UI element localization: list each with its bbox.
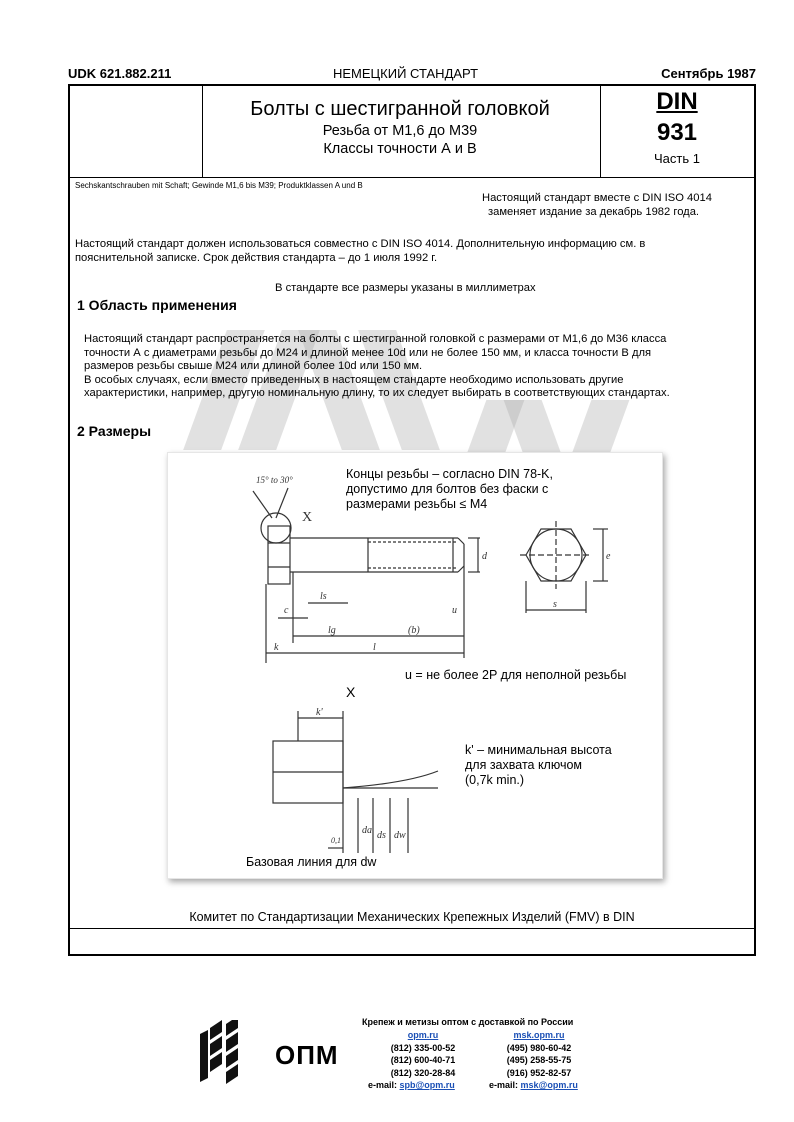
detail-x-label: X <box>302 510 313 525</box>
dim-k-prime: k' <box>316 707 323 718</box>
german-title: Sechskantschrauben mit Schaft; Gewinde M1,6 bis M39; Produktklassen A und B <box>75 181 363 190</box>
dim-ls: ls <box>320 591 327 602</box>
ad-right-phone: (916) 952-82-57 <box>506 1067 572 1078</box>
ad-left-phone: (812) 335-00-52 <box>390 1042 456 1053</box>
dim-s: s <box>553 599 557 610</box>
title-thread-range: Резьба от М1,6 до М39 <box>322 123 478 139</box>
ad-right-contacts <box>494 1029 584 1079</box>
dim-l: l <box>373 642 376 653</box>
din-number: 931 <box>656 119 698 146</box>
section1-heading: 1 Область применения <box>77 297 237 313</box>
ad-left-phone: (812) 600-40-71 <box>390 1055 456 1065</box>
dim-c: c <box>284 605 289 616</box>
dim-k: k <box>274 642 279 653</box>
dim-u: u <box>452 605 457 616</box>
ad-left-email-label: e-mail: <box>368 1080 398 1090</box>
dim-e: e <box>606 551 611 562</box>
din-label: DIN <box>656 88 698 115</box>
k-note-line: для захвата ключом <box>465 758 583 772</box>
udk-code: UDK 621.882.211 <box>68 66 172 81</box>
dim-dw: dw <box>394 830 406 841</box>
dim-lg: lg <box>328 625 336 636</box>
replacement-note-line1: Настоящий стандарт вместе с DIN ISO 4014 <box>482 192 712 204</box>
dim-b: (b) <box>408 625 420 636</box>
ad-right-phone: (495) 980-60-42 <box>506 1042 572 1053</box>
ad-left-site[interactable]: opm.ru <box>407 1030 439 1040</box>
k-note-line: (0,7k min.) <box>465 773 525 787</box>
ad-tagline: Крепеж и метизы оптом с доставкой по России <box>362 1017 574 1027</box>
ad-left-email-row <box>368 1079 455 1092</box>
bolt-dimension-figure <box>167 452 663 879</box>
detail-x-title: X <box>346 684 356 700</box>
thread-ends-note <box>346 467 553 512</box>
section1-line: Настоящий стандарт распространяется на болты с шестигранной головкой с размерами от М1,6 до М36 класса <box>84 333 667 345</box>
thread-ends-line: размерами резьбы ≤ M4 <box>346 497 488 511</box>
title-main: Болты с шестигранной головкой <box>250 98 550 120</box>
ad-left-email[interactable]: spb@opm.ru <box>399 1080 455 1090</box>
title-block <box>202 98 598 157</box>
opm-logo <box>200 1020 270 1089</box>
section2-heading: 2 Размеры <box>77 423 152 439</box>
ad-right-email-label: e-mail: <box>489 1080 519 1090</box>
section1-body <box>84 333 670 401</box>
section1-line: характеристики, например, другую номинальную длину, то их следует выбирать в соответствующих стандартах. <box>84 387 670 399</box>
committee-line: Комитет по Стандартизации Механических Крепежных Изделий (FMV) в DIN <box>189 910 635 924</box>
k-note-line: k' – минимальная высота <box>465 743 612 757</box>
base-line-note: Базовая линия для dw <box>246 855 377 869</box>
standard-type: НЕМЕЦКИЙ СТАНДАРТ <box>333 66 479 81</box>
u-note: u = не более 2P для неполной резьбы <box>405 668 627 682</box>
ad-right-email[interactable]: msk@opm.ru <box>520 1080 578 1090</box>
usage-note-line2: пояснительной записке. Срок действия стандарта – до 1 июля 1992 г. <box>75 252 438 264</box>
din-block <box>600 88 754 166</box>
ad-right-phone: (495) 258-55-75 <box>506 1055 572 1065</box>
ad-right-site[interactable]: msk.opm.ru <box>513 1030 565 1040</box>
ad-right-email-row <box>489 1079 578 1092</box>
angle-label: 15° to 30° <box>256 475 293 485</box>
din-part: Часть 1 <box>654 151 700 166</box>
k-prime-note <box>465 743 612 788</box>
opm-logo-icon <box>200 1020 270 1084</box>
section1-line: размеров резьбы свыше М24 или длиной более 10d или 150 мм. <box>84 360 423 372</box>
usage-note-line1: Настоящий стандарт должен использоваться совместно с DIN ISO 4014. Дополнительную информацию см. в <box>75 238 646 250</box>
units-note: В стандарте все размеры указаны в миллиметрах <box>275 282 536 294</box>
ad-left-phone: (812) 320-28-84 <box>390 1067 456 1078</box>
dim-ds: ds <box>377 830 386 841</box>
section1-line: точности А с диаметрами резьбы до М24 и длиной менее 10d или не более 150 мм, и класса точности В для <box>84 346 652 359</box>
dim-0-1: 0,1 <box>331 836 341 845</box>
dim-d: d <box>482 551 487 562</box>
bolt-head-side <box>268 526 290 584</box>
thread-ends-line: Концы резьбы – согласно DIN 78-K, <box>346 467 553 481</box>
replacement-note-line2: заменяет издание за декабрь 1982 года. <box>488 206 700 218</box>
thread-ends-line: допустимо для болтов без фаски с <box>346 482 549 496</box>
title-accuracy-classes: Классы точности А и В <box>323 141 477 157</box>
ad-left-contacts <box>378 1029 468 1079</box>
bolt-drawing <box>168 453 662 878</box>
section1-line: В особых случаях, если вместо приведенных в настоящем стандарте необходимо использовать другие <box>84 373 624 386</box>
opm-logo-text: ОПМ <box>275 1040 339 1070</box>
dim-da: da <box>362 825 372 836</box>
standard-date: Сентябрь 1987 <box>661 66 756 81</box>
